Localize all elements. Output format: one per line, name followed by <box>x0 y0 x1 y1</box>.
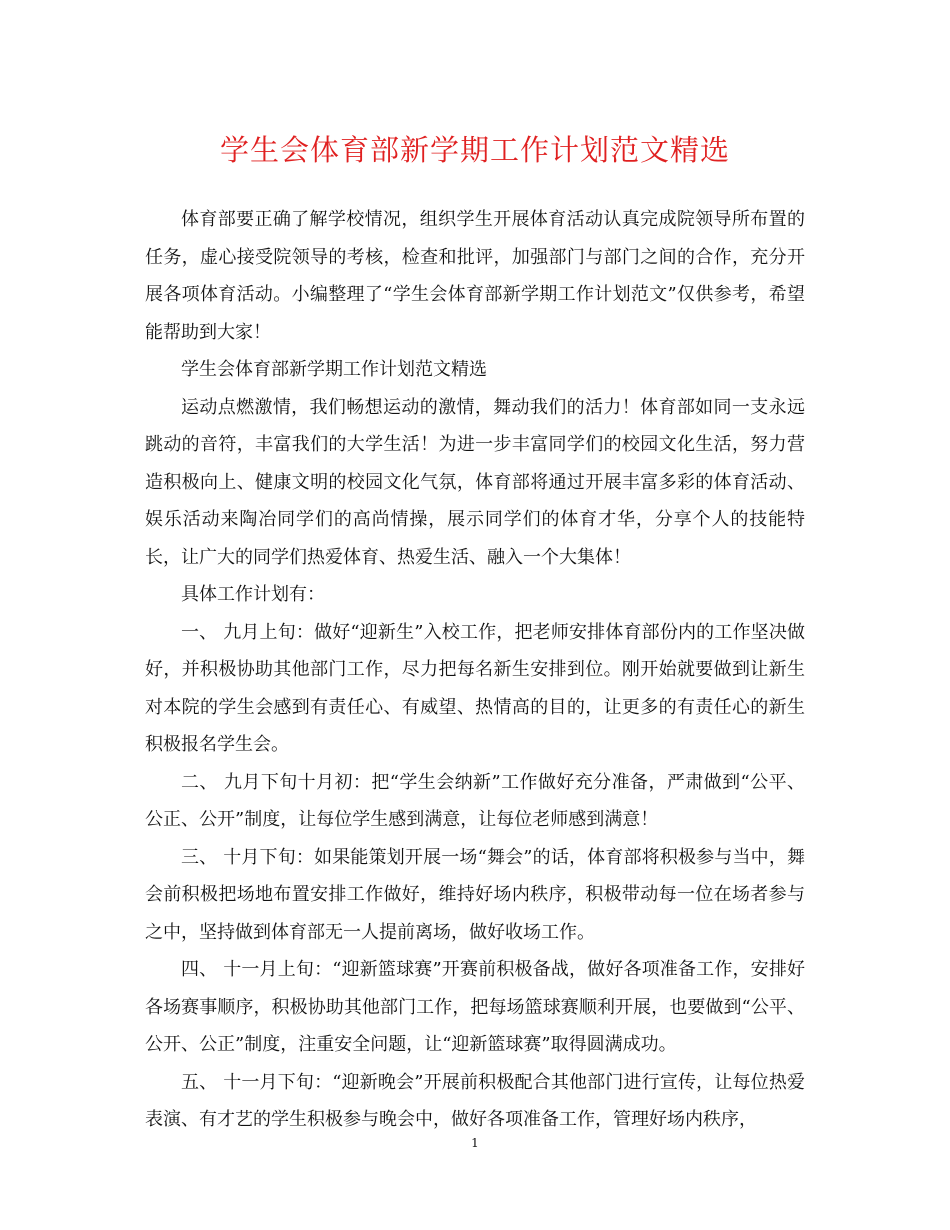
paragraph-subtitle: 学生会体育部新学期工作计划范文精选 <box>181 359 487 380</box>
paragraph-plan-heading: 具体工作计划有： <box>181 584 325 605</box>
paragraph-plan-item-1: 一、 九月上旬：做好“迎新生”入校工作，把老师安排体育部份内的工作坚决做好，并积极协助其他部门工作，尽力把每名新生安排到位。刚开始就要做到让新生对本院的学生会感到有责任心、有威望、热情高的目的，让更多的有责任心的新生积极报名学生会。 <box>145 621 805 755</box>
paragraph-plan-item-2: 二、 九月下旬十月初：把“学生会纳新”工作做好充分准备，严肃做到“公平、公正、公开”制度，让每位学生感到满意，让每位老师感到满意！ <box>145 771 805 830</box>
paragraph-plan-item-4: 四、 十一月上旬：“迎新篮球赛”开赛前积极备战，做好各项准备工作，安排好各场赛事顺序，积极协助其他部门工作，把每场篮球赛顺利开展，也要做到“公平、公开、公正”制度，注重安全问题，让“迎新篮球赛”取得圆满成功。 <box>145 959 805 1055</box>
document-title: 学生会体育部新学期工作计划范文精选 <box>219 133 730 167</box>
paragraph-plan-item-5: 五、 十一月下旬：“迎新晚会”开展前积极配合其他部门进行宣传，让每位热爱表演、有才艺的学生积极参与晚会中，做好各项准备工作，管理好场内秩序， <box>145 1071 805 1130</box>
paragraph-motivation: 运动点燃激情，我们畅想运动的激情，舞动我们的活力！体育部如同一支永远跳动的音符，丰富我们的大学生活！为进一步丰富同学们的校园文化生活，努力营造积极向上、健康文明的校园文化气氛，体育部将通过开展丰富多彩的体育活动、娱乐活动来陶冶同学们的高尚情操，展示同学们的体育才华，分享个人的技能特长，让广大的同学们热爱体育、热爱生活、融入一个大集体！ <box>145 396 805 568</box>
page-number: 1 <box>471 1136 479 1150</box>
document-body <box>145 201 805 1139</box>
paragraph-intro: 体育部要正确了解学校情况，组织学生开展体育活动认真完成院领导所布置的任务，虚心接受院领导的考核，检查和批评，加强部门与部门之间的合作，充分开展各项体育活动。小编整理了“学生会体育部新学期工作计划范文”仅供参考，希望能帮助到大家！ <box>145 209 805 343</box>
paragraph-plan-item-3: 三、 十月下旬：如果能策划开展一场“舞会”的话，体育部将积极参与当中，舞会前积极把场地布置安排工作做好，维持好场内秩序，积极带动每一位在场者参与之中，坚持做到体育部无一人提前离场，做好收场工作。 <box>145 846 805 943</box>
